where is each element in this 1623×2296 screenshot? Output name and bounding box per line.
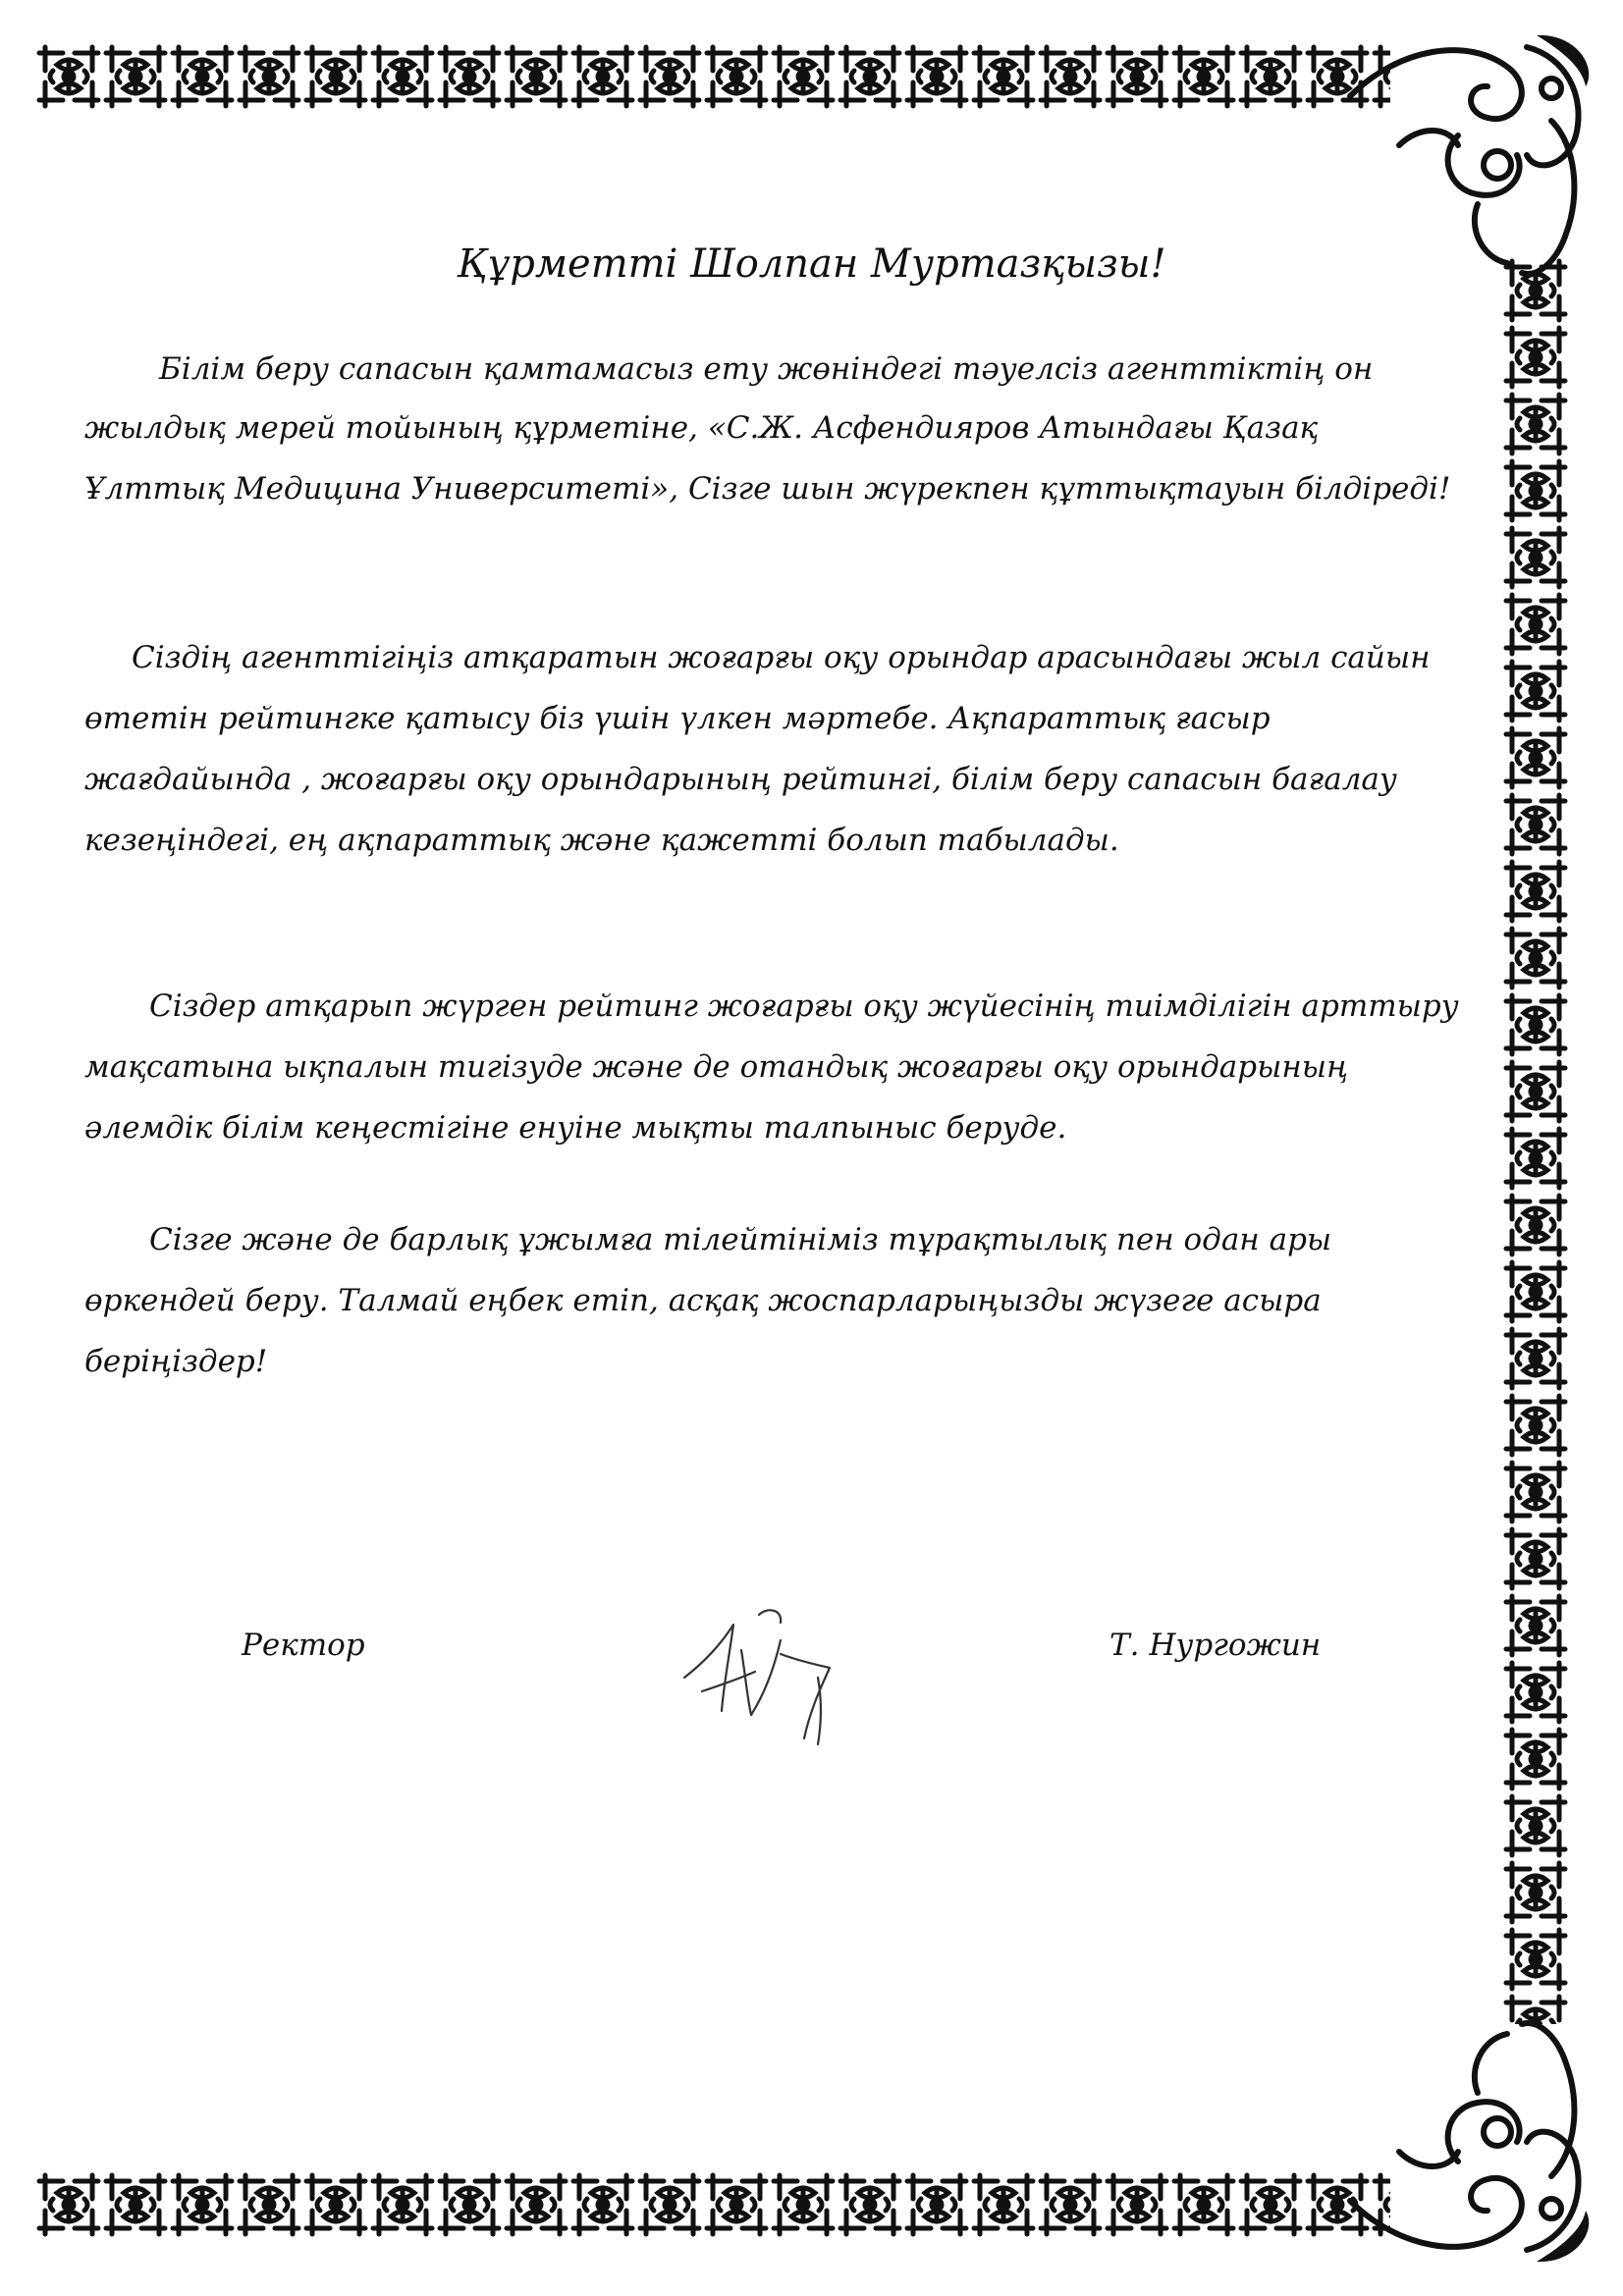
signatory-position: Ректор (242, 1628, 365, 1663)
signatory-name: Т. Нургожин (1109, 1628, 1322, 1663)
paragraph-2-line-1: Сіздің агенттігіңіз атқаратын жоғарғы оқу орындар арасындағы жыл сайын (132, 640, 1431, 675)
paragraph-2-line-3: жағдайында , жоғарғы оқу орындарының рейтингі, білім беру сапасын бағалау (84, 762, 1397, 797)
paragraph-2-line-4: кезеңіндегі, ең ақпараттық және қажетті болып табылады. (84, 823, 1119, 858)
paragraph-4-line-3: беріңіздер! (84, 1344, 268, 1379)
handwritten-signature (673, 1595, 869, 1762)
corner-flourish-bottom-right (1340, 2004, 1596, 2269)
paragraph-3-line-2: мақсатына ықпалын тигізуде және де отандық жоғарғы оқу орындарының (84, 1049, 1349, 1085)
paragraph-4-line-2: өркендей беру. Талмай еңбек етіп, асқақ жоспарларыңызды жүзеге асыра (84, 1283, 1322, 1318)
ornament-border-right (1502, 257, 1569, 2024)
paragraph-2-line-2: өтетін рейтингке қатысу біз үшін үлкен мәртебе. Ақпараттық ғасыр (84, 701, 1271, 736)
paragraph-1-line-1: Білім беру сапасын қамтамасыз ету жөніндегі тәуелсіз агенттіктің он (159, 351, 1374, 387)
paragraph-1-line-2: жылдық мерей тойының құрметіне, «С.Ж. Асфендияров Атындағы Қазақ (84, 410, 1319, 446)
ornament-border-bottom (35, 2171, 1390, 2238)
ornament-border-top (35, 43, 1390, 110)
paragraph-4-line-1: Сізге және де барлық ұжымға тілейтініміз тұрақтылық пен одан ары (149, 1222, 1332, 1257)
paragraph-3-line-1: Сіздер атқарып жүрген рейтинг жоғарғы оқу жүйесінің тиімділігін арттыру (149, 988, 1459, 1024)
paragraph-1-line-3: Ұлттық Медицина Университеті», Сізге шын жүрекпен құттықтауын білдіреді! (84, 471, 1451, 507)
letter-title: Құрметті Шолпан Муртазқызы! (457, 241, 1166, 287)
paragraph-3-line-3: әлемдік білім кеңестігіне енуіне мықты талпыныс беруде. (84, 1110, 1067, 1146)
